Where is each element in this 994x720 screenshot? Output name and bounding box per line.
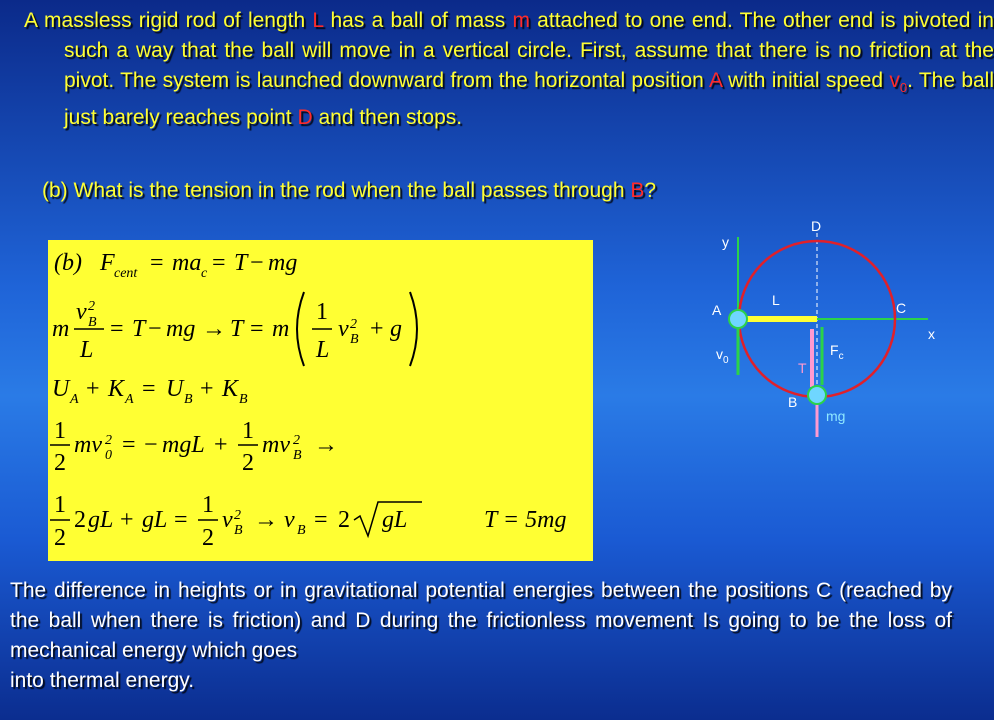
svg-text:→: → [254, 507, 278, 533]
question-text: (b) What is the tension in the rod when the ball passes through [42, 179, 631, 202]
problem-statement [24, 6, 994, 133]
svg-text:2: 2 [74, 507, 86, 533]
svg-text:m: m [272, 316, 290, 342]
svg-text:−: − [250, 250, 264, 276]
svg-text:2: 2 [202, 525, 214, 551]
svg-text:1: 1 [242, 418, 254, 444]
ball-at-A [729, 310, 747, 328]
label-A: A [712, 302, 722, 318]
svg-text:A: A [70, 392, 79, 407]
highlight-L: L [312, 9, 324, 32]
equation-line-2 [52, 292, 417, 366]
problem-text: and then stops. [312, 106, 463, 130]
svg-text:L: L [316, 337, 330, 363]
svg-text:→: → [202, 316, 226, 342]
svg-text:=: = [212, 250, 226, 276]
svg-text:gL: gL [142, 507, 168, 533]
label-y: y [722, 234, 729, 250]
svg-text:=: = [314, 507, 328, 533]
question-b [42, 176, 770, 206]
svg-text:mg: mg [166, 316, 196, 342]
label-C: C [896, 300, 907, 316]
conclusion-paragraph [10, 576, 952, 696]
svg-text:2: 2 [350, 317, 357, 332]
svg-text:=: = [174, 507, 188, 533]
svg-text:U: U [166, 376, 184, 402]
svg-text:B: B [297, 523, 306, 538]
svg-text:B: B [88, 315, 97, 330]
svg-text:v: v [284, 507, 295, 533]
problem-text: with initial speed [721, 69, 890, 92]
svg-text:−: − [148, 316, 162, 342]
svg-text:2: 2 [242, 450, 254, 476]
svg-text:gL: gL [88, 507, 114, 533]
equations-svg [48, 240, 593, 561]
svg-text:1: 1 [316, 299, 328, 325]
label-L: L [772, 292, 780, 308]
equation-line-3 [52, 376, 248, 407]
highlight-D: D [297, 106, 313, 130]
problem-text: has a ball of mass [323, 9, 513, 32]
highlight-m: m [512, 9, 530, 32]
label-B: B [788, 394, 798, 410]
svg-text:ma: ma [172, 250, 202, 276]
svg-text:1: 1 [54, 492, 66, 518]
svg-text:mg: mg [268, 250, 298, 276]
label-Fc: $F_c$ [830, 342, 844, 362]
svg-text:→: → [314, 432, 338, 458]
svg-text:T: T [234, 250, 248, 276]
svg-text:−: − [144, 432, 158, 458]
svg-text:=: = [250, 316, 264, 342]
problem-text: A massless rigid rod of length [24, 9, 313, 32]
svg-text:A: A [125, 392, 134, 407]
solution-box [48, 240, 593, 561]
svg-text:v: v [222, 507, 233, 533]
ball-at-B [808, 386, 826, 404]
svg-text:2: 2 [88, 299, 95, 314]
svg-text:=: = [122, 432, 136, 458]
highlight-v-subscript: 0 [899, 80, 908, 96]
label-T: T [798, 360, 807, 376]
svg-text:2: 2 [105, 433, 112, 448]
svg-text:c: c [201, 266, 208, 281]
svg-text:K: K [108, 376, 125, 402]
problem-text: attached to one end. The other end is pivoted in such a way that the ball will move in a vertical circle. First, assume that there is no friction at the pivot. The system is launched downward from the horizontal position [64, 9, 994, 92]
svg-text:=: = [150, 250, 164, 276]
svg-text:B: B [350, 332, 359, 347]
svg-text:+: + [214, 432, 228, 458]
highlight-v: v [889, 69, 900, 92]
label-x: x [928, 326, 935, 342]
equation-line-4 [50, 418, 338, 476]
svg-text:B: B [239, 392, 248, 407]
svg-text:=: = [142, 376, 156, 402]
highlight-B: B [630, 179, 645, 202]
svg-text:cent: cent [114, 266, 138, 281]
svg-text:+: + [120, 507, 134, 533]
svg-text:K: K [222, 376, 239, 402]
svg-text:2: 2 [54, 450, 66, 476]
equation-line-5 [50, 492, 566, 551]
svg-text:U: U [52, 376, 70, 402]
svg-text:=: = [110, 316, 124, 342]
problem-text: . The ball just barely reaches point [64, 69, 994, 130]
label-v0: $v_0$ [716, 346, 729, 366]
svg-text:T: T [230, 316, 244, 342]
svg-text:B: B [184, 392, 193, 407]
conclusion-text: The difference in heights or in gravitational potential energies between the positions C (reached by the ball when there is friction) and D during the frictionless movement Is going to be the loss of mechanical energy which goes [10, 579, 952, 662]
svg-text:+: + [370, 316, 384, 342]
svg-text:v: v [76, 299, 87, 325]
svg-text:g: g [390, 316, 402, 342]
svg-text:2: 2 [54, 525, 66, 551]
svg-text:gL: gL [382, 507, 408, 533]
label-mg: mg [826, 408, 846, 424]
label-D: D [811, 218, 822, 234]
svg-text:+: + [86, 376, 100, 402]
svg-text:1: 1 [202, 492, 214, 518]
result-tension: T = 5mg [484, 507, 567, 533]
svg-text:T: T [132, 316, 146, 342]
svg-text:L: L [80, 337, 94, 363]
svg-text:F: F [100, 250, 115, 276]
svg-text:0: 0 [105, 448, 112, 463]
svg-text:mgL: mgL [162, 432, 205, 458]
conclusion-last-line: into thermal energy. [10, 669, 195, 692]
equation-line-1 [54, 250, 297, 281]
part-b-label: (b) [54, 250, 82, 276]
svg-text:m: m [52, 316, 70, 342]
svg-text:v: v [338, 316, 349, 342]
highlight-A: A [708, 69, 722, 92]
svg-text:+: + [200, 376, 214, 402]
svg-text:2: 2 [338, 507, 350, 533]
pendulum-diagram [700, 215, 950, 445]
svg-text:B: B [293, 448, 302, 463]
svg-text:mv: mv [262, 432, 290, 458]
svg-text:2: 2 [293, 433, 300, 448]
svg-text:1: 1 [54, 418, 66, 444]
svg-text:mv: mv [74, 432, 102, 458]
svg-text:2: 2 [234, 508, 241, 523]
question-text: ? [644, 179, 657, 202]
svg-text:B: B [234, 523, 243, 538]
